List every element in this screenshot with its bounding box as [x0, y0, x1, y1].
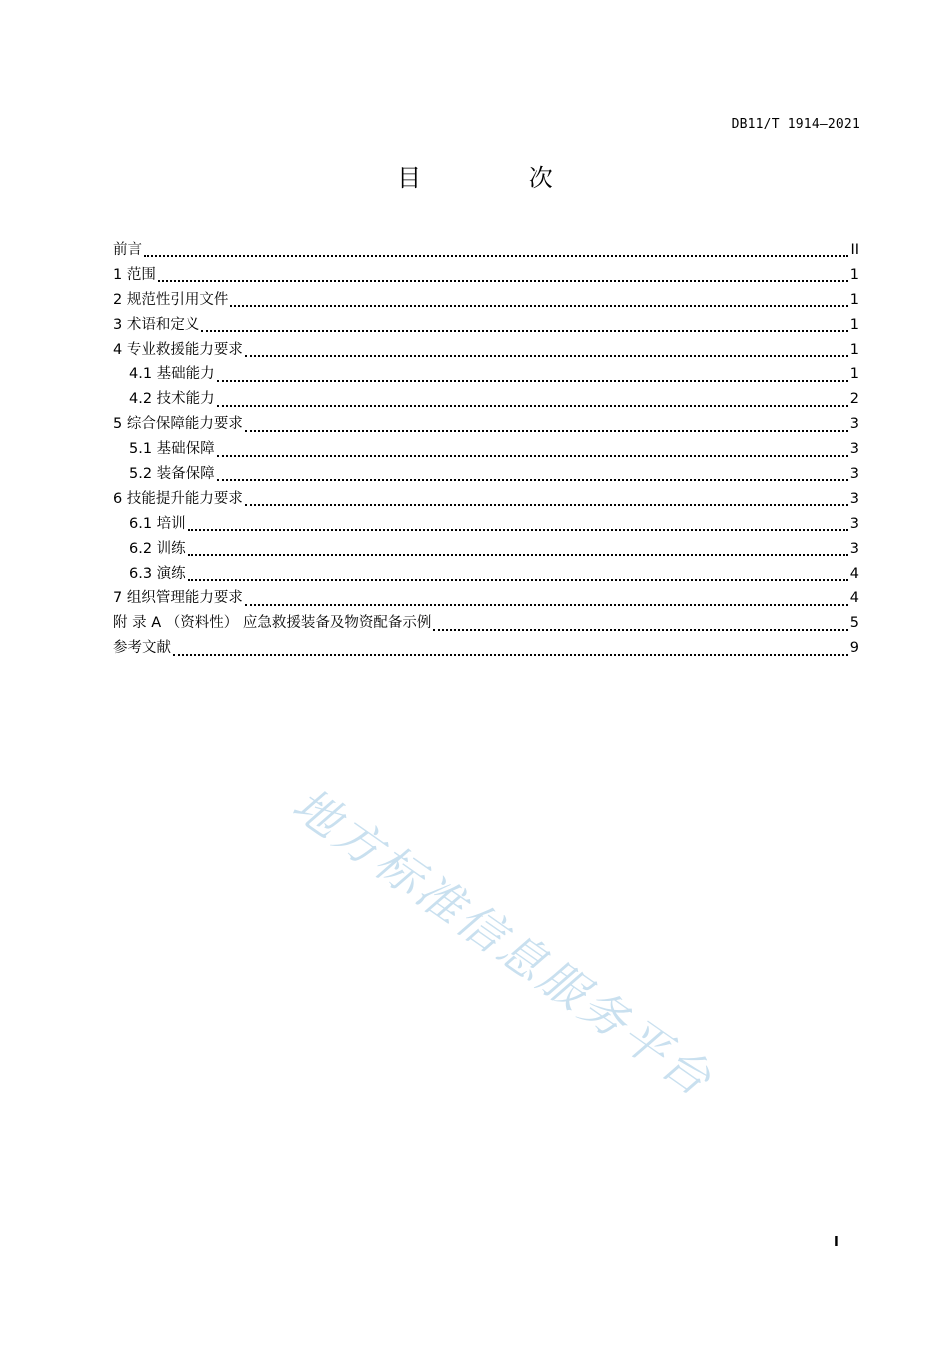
toc-entry[interactable]: [113, 238, 859, 263]
toc-entry[interactable]: [113, 338, 859, 363]
toc-entry[interactable]: [113, 562, 859, 587]
toc-dot-leader: [173, 654, 848, 656]
toc-entry-page: 3: [849, 515, 859, 532]
page-number: I: [834, 1235, 839, 1250]
toc-dot-leader: [158, 280, 848, 282]
toc-entry[interactable]: [113, 362, 859, 387]
toc-entry-page: 9: [849, 640, 859, 657]
toc-entry-page: 1: [849, 266, 859, 283]
toc-dot-leader: [230, 305, 847, 307]
toc-entry-label: 4 专业救援能力要求: [113, 341, 243, 358]
toc-dot-leader: [144, 255, 848, 257]
toc-dot-leader: [217, 405, 848, 407]
toc-dot-leader: [217, 455, 848, 457]
toc-entry-page: 2: [849, 391, 859, 408]
toc-entry[interactable]: [113, 512, 859, 537]
toc-entry-label: 6 技能提升能力要求: [113, 490, 243, 507]
toc-entry[interactable]: [113, 611, 859, 636]
toc-dot-leader: [201, 330, 847, 332]
toc-entry-label: 2 规范性引用文件: [113, 291, 229, 308]
page-title: 目 次: [397, 164, 603, 192]
toc-dot-leader: [433, 629, 847, 631]
toc-entry-label: 1 范围: [113, 266, 156, 283]
toc-dot-leader: [217, 380, 848, 382]
toc-entry[interactable]: [113, 537, 859, 562]
toc-dot-leader: [245, 504, 848, 506]
toc-entry-page: 3: [849, 416, 859, 433]
toc-entry-page: 3: [849, 466, 859, 483]
toc-entry-page: 1: [849, 366, 859, 383]
toc-entry-label: 参考文献: [113, 640, 171, 657]
toc-dot-leader: [245, 604, 848, 606]
toc-entry[interactable]: [113, 387, 859, 412]
toc-dot-leader: [217, 479, 848, 481]
toc-dot-leader: [245, 355, 848, 357]
toc-entry-label: 3 术语和定义: [113, 316, 200, 333]
toc-entry[interactable]: [113, 487, 859, 512]
toc-entry-page: 1: [849, 341, 859, 358]
toc-dot-leader: [188, 529, 848, 531]
toc-entry-label: 5 综合保障能力要求: [113, 416, 243, 433]
toc-entry-label: 前言: [113, 242, 142, 258]
toc-entry-page: II: [850, 242, 859, 258]
toc-entry-label: 附 录 A （资料性） 应急救援装备及物资配备示例: [113, 615, 432, 632]
toc-dot-leader: [245, 430, 848, 432]
toc-entry[interactable]: [113, 437, 859, 462]
toc-entry-label: 7 组织管理能力要求: [113, 590, 243, 607]
toc-entry-label: 6.3 演练: [129, 565, 186, 582]
toc-entry-page: 4: [849, 565, 859, 582]
toc-entry-label: 4.2 技术能力: [129, 391, 215, 408]
toc-entry[interactable]: [113, 462, 859, 487]
document-code: DB11/T 1914—2021: [731, 117, 860, 132]
toc-entry[interactable]: [113, 636, 859, 661]
toc-entry-page: 5: [849, 615, 859, 632]
toc-entry-label: 5.2 装备保障: [129, 466, 215, 483]
toc-entry-page: 4: [849, 590, 859, 607]
table-of-contents: [113, 238, 859, 661]
toc-entry-label: 4.1 基础能力: [129, 366, 215, 383]
toc-entry[interactable]: [113, 586, 859, 611]
toc-entry-page: 3: [849, 540, 859, 557]
watermark: 地方标准信息服务平台: [283, 776, 724, 1108]
toc-entry-label: 6.1 培训: [129, 515, 186, 532]
toc-dot-leader: [188, 579, 848, 581]
toc-entry-page: 3: [849, 441, 859, 458]
toc-entry[interactable]: [113, 288, 859, 313]
toc-entry-page: 1: [849, 291, 859, 308]
toc-dot-leader: [188, 554, 848, 556]
toc-entry-label: 6.2 训练: [129, 540, 186, 557]
toc-entry-page: 1: [849, 316, 859, 333]
toc-entry-label: 5.1 基础保障: [129, 441, 215, 458]
toc-entry[interactable]: [113, 412, 859, 437]
toc-entry[interactable]: [113, 313, 859, 338]
toc-entry[interactable]: [113, 263, 859, 288]
toc-entry-page: 3: [849, 490, 859, 507]
